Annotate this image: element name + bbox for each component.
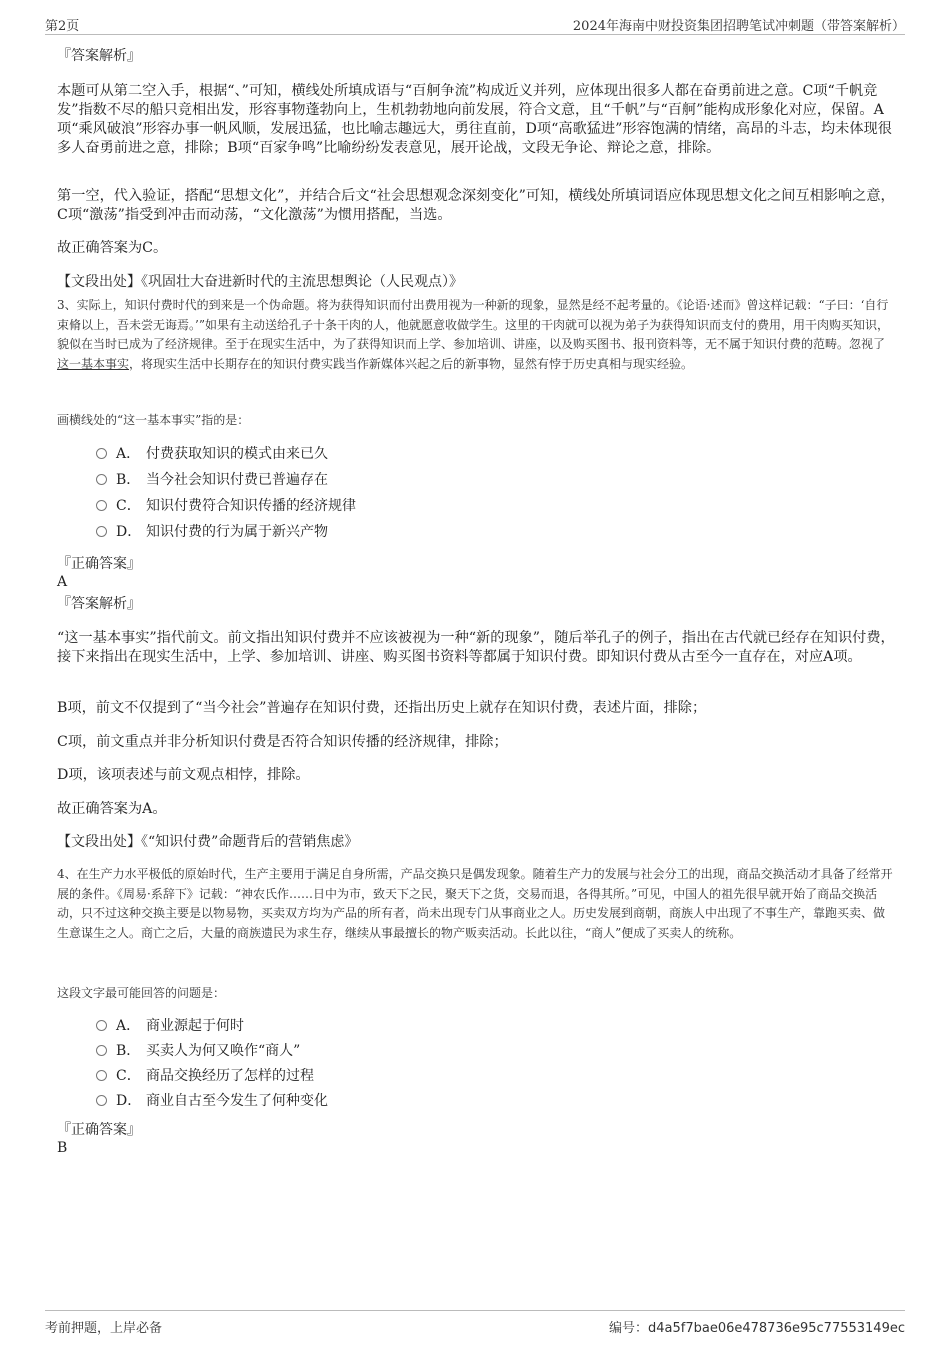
page-footer [45, 1310, 905, 1337]
q4-question: 这段文字最可能回答的问题是： [57, 986, 226, 1000]
q3-option-b[interactable]: B． 当今社会知识付费已普遍存在 [96, 470, 328, 490]
q3-option-a[interactable]: A． 付费获取知识的模式由来已久 [96, 444, 328, 464]
q4-option-b[interactable]: B． 买卖人为何又唤作“商人” [96, 1041, 300, 1061]
q3-answer: A [57, 574, 68, 590]
q2-analysis-para1: 本题可从第二空入手，根据“、”可知，横线处所填成语与“百舸争流”构成近义并列，应体现出很多人都在奋勇前进之意。C项“千帆竞发”指数不尽的船只竞相出发，形容事物蓬勃向上，生机勃勃地向前发展，符合文意，且“千帆”与“百舸”能构成形象化对应，保留。A项“乘风破浪”形容办事一帆风顺，发展迅猛，也比喻志趣远大，勇往直前，D项“高歌猛进”形容饱满的情绪，高昂的斗志，均未体现很多人奋勇前进之意，排除；B项“百家争鸣”比喻纷纷发表意见，展开论战，文段无争论、辩论之意，排除。 [57, 83, 892, 156]
q4-answer: B [57, 1140, 68, 1156]
page-header [45, 14, 905, 35]
q3-conclusion: 故正确答案为A。 [57, 801, 167, 817]
footer-slogan: 考前押题，上岸必备 [45, 1321, 163, 1336]
q2-conclusion: 故正确答案为C。 [57, 240, 168, 256]
q3-source: 【文段出处】《“知识付费”命题背后的营销焦虑》 [57, 834, 359, 850]
radio-icon[interactable] [96, 1095, 107, 1106]
q3-underlined-phrase: 这一基本事实 [57, 356, 130, 371]
document-code: 编号：d4a5f7bae06e478736e95c77553149ec [608, 1321, 905, 1336]
radio-icon[interactable] [96, 1020, 107, 1031]
q3-text-after: ，将现实生活中长期存在的知识付费实践当作新媒体兴起之后的新事物，显然有悖于历史真相与现实经验。 [129, 356, 694, 371]
q2-analysis-label: 『答案解析』 [57, 48, 141, 64]
q4-option-a[interactable]: A． 商业源起于何时 [96, 1016, 244, 1036]
q3-option-d[interactable]: D． 知识付费的行为属于新兴产物 [96, 522, 328, 542]
q4-passage: 4、在生产力水平极低的原始时代，生产主要用于满足自身所需，产品交换只是偶发现象。随着生产力的发展与社会分工的出现，商品交换活动才具备了经常开展的条件。《周易·系辞下》记载：“神农氏作……日中为市，致天下之民，聚天下之货，交易而退，各得其所。”可见，中国人的祖先很早就开始了商品交换活动，只不过这种交换主要是以物易物，买卖双方均为产品的所有者，尚未出现专门从事商业之人。历史发展到商朝，商族人中出现了不事生产，靠跑买卖、做生意谋生之人。商亡之后，大量的商族遗民为求生存，继续从事最擅长的物产贩卖活动。长此以往，“商人”便成了买卖人的统称。 [57, 867, 893, 940]
q4-option-d[interactable]: D． 商业自古至今发生了何种变化 [96, 1091, 328, 1111]
q3-analysis-para2: B项，前文不仅提到了“当今社会”普遍存在知识付费，还指出历史上就存在知识付费，表述片面，排除； [57, 700, 707, 716]
radio-icon[interactable] [96, 1045, 107, 1056]
document-title: 2024年海南中财投资集团招聘笔试冲刺题（带答案解析） [572, 19, 905, 34]
q2-analysis-para2: 第一空，代入验证，搭配“思想文化”，并结合后文“社会思想观念深刻变化”可知，横线处所填词语应体现思想文化之间互相影响之意，C项“激荡”指受到冲击而动荡，“文化激荡”为惯用搭配，当选。 [57, 188, 895, 223]
q3-text-before: 3、实际上，知识付费时代的到来是一个伪命题。将为获得知识而付出费用视为一种新的现象，显然是经不起考量的。《论语·述而》曾这样记载：“子曰：‘自行束脩以上，吾未尝无诲焉。’”如果有主动送给孔子十条干肉的人，他就愿意收做学生。这里的干肉就可以视为弟子为获得知识而支付的费用，用干肉购买知识，貌似在当时已成为了经济规律。至于在现实生活中，为了获得知识而上学、参加培训、讲座，以及购买图书、报刊资料等，无不属于知识付费的范畴。忽视了 [57, 298, 889, 352]
q3-analysis-label: 『答案解析』 [57, 596, 141, 612]
radio-icon[interactable] [96, 526, 107, 537]
q3-option-c[interactable]: C． 知识付费符合知识传播的经济规律 [96, 496, 356, 516]
q4-option-c[interactable]: C． 商品交换经历了怎样的过程 [96, 1066, 314, 1086]
page-number: 第2页 [45, 19, 80, 34]
radio-icon[interactable] [96, 474, 107, 485]
q3-analysis-para4: D项，该项表述与前文观点相悖，排除。 [57, 767, 310, 783]
q3-analysis-para3: C项，前文重点并非分析知识付费是否符合知识传播的经济规律，排除； [57, 734, 508, 750]
q3-question: 画横线处的“这一基本事实”指的是： [57, 413, 250, 427]
q3-analysis-para1: “这一基本事实”指代前文。前文指出知识付费并不应该被视为一种“新的现象”，随后举孔子的例子，指出在古代就已经存在知识付费，接下来指出在现实生活中，上学、参加培训、讲座、购买图书资料等都属于知识付费。即知识付费从古至今一直存在，对应A项。 [57, 630, 895, 665]
radio-icon[interactable] [96, 448, 107, 459]
q4-answer-label: 『正确答案』 [57, 1122, 141, 1138]
radio-icon[interactable] [96, 500, 107, 511]
q2-source: 【文段出处】《巩固壮大奋进新时代的主流思想舆论（人民观点）》 [57, 274, 463, 290]
q3-passage [57, 296, 895, 374]
q3-answer-label: 『正确答案』 [57, 556, 141, 572]
radio-icon[interactable] [96, 1070, 107, 1081]
